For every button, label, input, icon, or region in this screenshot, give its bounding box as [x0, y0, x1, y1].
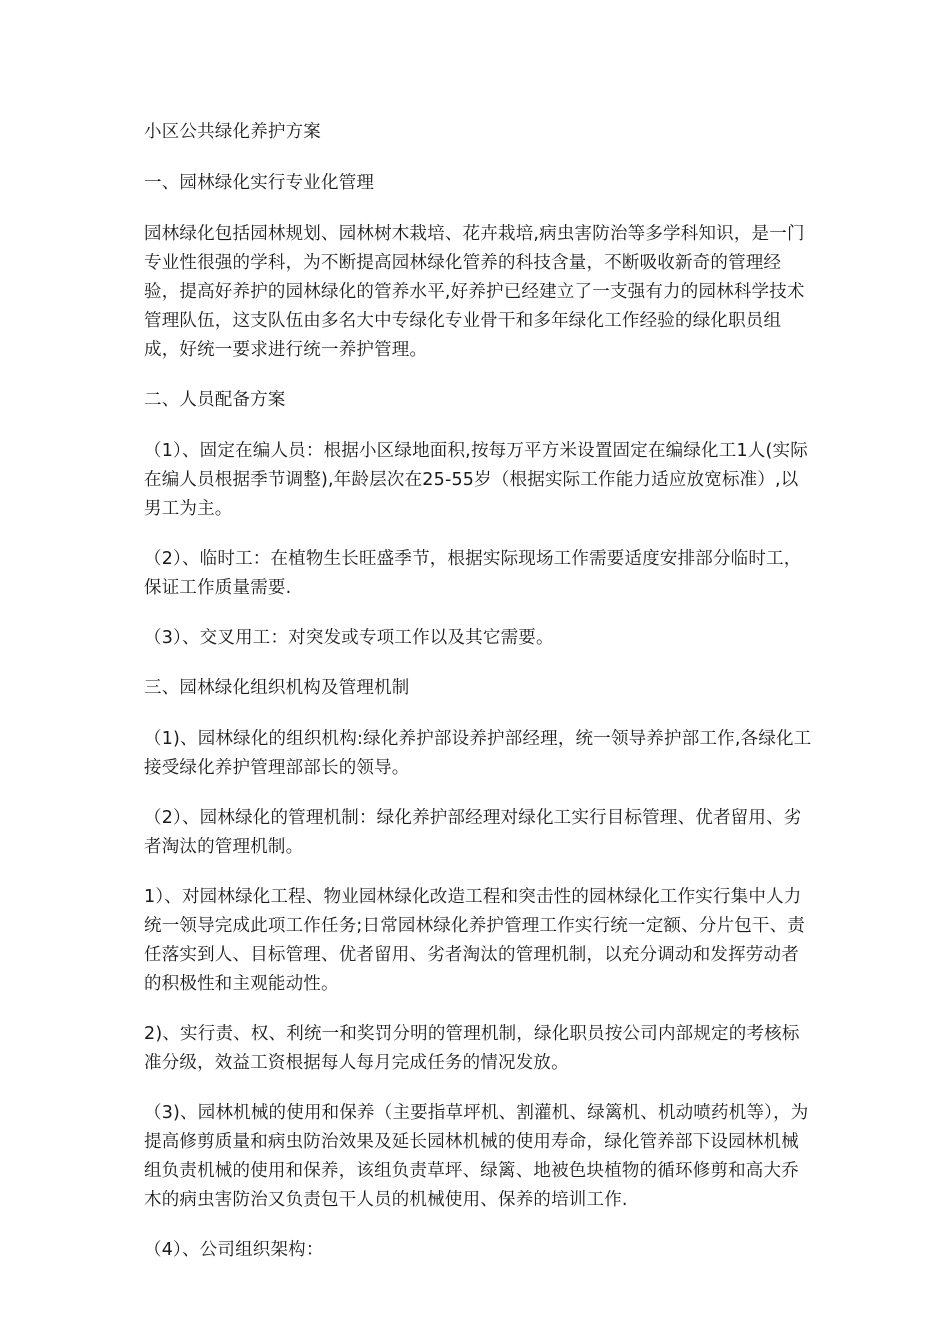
section-heading-2: 二、人员配备方案 [144, 390, 286, 410]
paragraph-mechanism-item-1: 1）、对园林绿化工程、物业园林绿化改造工程和突击性的园林绿化工作实行集中人力统一领导完成此项工作任务;日常园林绿化养护管理工作实行统一定额、分片包干、责任落实到人、目标管理、优者留用、劣者淘汰的管理机制，以充分调动和发挥劳动者的积极性和主观能动性。 [144, 887, 805, 994]
paragraph-staff-temporary: （2）、临时工：在植物生长旺盛季节，根据实际现场工作需要适度安排部分临时工，保证工作质量需要. [144, 549, 802, 598]
document-body [144, 118, 814, 1286]
paragraph-management-mechanism: （2）、园林绿化的管理机制：绿化养护部经理对绿化工实行目标管理、优者留用、劣者淘汰的管理机制。 [144, 808, 802, 857]
paragraph-mechanism-item-2: 2)、实行责、权、利统一和奖罚分明的管理机制，绿化职员按公司内部规定的考核标准分级，效益工资根据每人每月完成任务的情况发放。 [144, 1024, 800, 1073]
section-heading-3: 三、园林绿化组织机构及管理机制 [144, 678, 410, 698]
paragraph-machinery: （3)、园林机械的使用和保养（主要指草坪机、割灌机、绿篱机、机动喷药机等），为提高修剪质量和病虫防治效果及延长园林机械的使用寿命，绿化管养部下设园林机械组负责机械的使用和保养，该组负责草坪、绿篱、地被色块植物的循环修剪和高大乔木的病虫害防治又负责包干人员的机械使用、保养的培训工作. [144, 1103, 809, 1210]
paragraph-company-org: （4）、公司组织架构： [144, 1240, 324, 1260]
paragraph-org-structure: （1)、园林绿化的组织机构:绿化养护部设养护部经理，统一领导养护部工作,各绿化工接受绿化养护管理部部长的领导。 [144, 729, 812, 778]
paragraph-staff-cross: （3）、交叉用工：对突发或专项工作以及其它需要。 [144, 628, 554, 648]
section-heading-1: 一、园林绿化实行专业化管理 [144, 173, 375, 193]
paragraph-staff-fixed: （1）、固定在编人员：根据小区绿地面积,按每万平方米设置固定在编绿化工1人(实际在编人员根据季节调整),年龄层次在25-55岁（根据实际工作能力适应放宽标准）,以男工为主。 [144, 441, 808, 519]
document-title: 小区公共绿化养护方案 [144, 122, 321, 142]
paragraph-management-intro: 园林绿化包括园林规划、园林树木栽培、花卉栽培,病虫害防治等多学科知识，是一门专业性很强的学科，为不断提高园林绿化管养的科技含量，不断吸收新奇的管理经验，提高好养护的园林绿化的管养水平,好养护已经建立了一支强有力的园林科学技术管理队伍，这支队伍由多名大中专绿化专业骨干和多年绿化工作经验的绿化职员组成，好统一要求进行统一养护管理。 [144, 224, 805, 360]
